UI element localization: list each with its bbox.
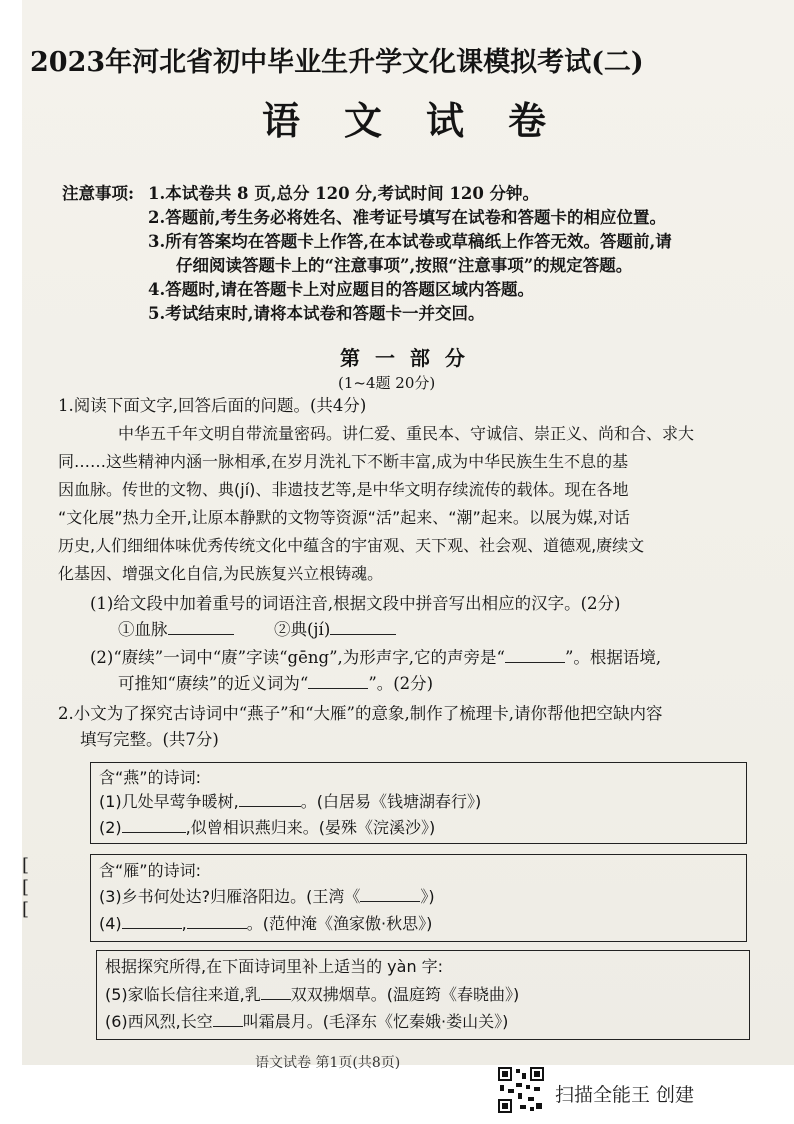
- card-yan-swallow: [90, 762, 747, 844]
- question-1-sub2-line1: [90, 646, 661, 670]
- part-title: 第 一 部 分: [340, 346, 469, 370]
- poem-text: ,似曾相识燕归来。(晏殊《浣溪沙》): [185, 818, 436, 837]
- answer-blank[interactable]: [360, 901, 420, 902]
- card-line: [99, 884, 435, 907]
- poem-text: 双双拂烟草。(温庭筠《春晓曲》): [290, 985, 520, 1004]
- poem-text: (3)乡书何处达?归雁洛阳边。(王湾《: [99, 887, 361, 906]
- question-1-sub1: (1)给文段中加着重号的词语注音,根据文段中拼音写出相应的汉字。(2分): [90, 594, 621, 613]
- side-binding-marks: [ [ [: [22, 855, 30, 920]
- answer-blank[interactable]: [213, 1026, 243, 1027]
- sub2-text: (2)“赓续”一词中“赓”字读“gēng”,为形声字,它的声旁是“: [90, 648, 505, 667]
- notice-item: 1.本试卷共 8 页,总分 120 分,考试时间 120 分钟。: [148, 184, 540, 203]
- notice-item: 仔细阅读答题卡上的“注意事项”,按照“注意事项”的规定答题。: [176, 256, 633, 275]
- sub1-item-a: ①血脉: [118, 620, 168, 639]
- notice-label: 注意事项:: [62, 184, 135, 203]
- answer-blank[interactable]: [330, 634, 396, 635]
- passage-line: “文化展”热力全开,让原本静默的文物等资源“活”起来、“潮”起来。以展为媒,对话: [58, 508, 630, 527]
- part-subtitle: (1~4题 20分): [338, 374, 436, 392]
- card-line: [99, 789, 481, 812]
- card-line: [99, 911, 432, 934]
- notice-item: 2.答题前,考生务必将姓名、准考证号填写在试卷和答题卡的相应位置。: [148, 208, 666, 227]
- poem-text: (5)家临长信往来道,乳: [105, 985, 261, 1004]
- passage-line: 历史,人们细细体味优秀传统文化中蕴含的宇宙观、天下观、社会观、道德观,赓续文: [58, 536, 645, 555]
- page-footer: 语文试卷 第1页(共8页): [255, 1055, 401, 1071]
- sub2-text: ”。(2分): [368, 674, 434, 693]
- answer-blank[interactable]: [187, 928, 247, 929]
- poem-text: (2): [99, 818, 122, 837]
- card-title: 含“燕”的诗词:: [99, 768, 201, 787]
- answer-blank[interactable]: [168, 634, 234, 635]
- passage-line: 中华五千年文明自带流量密码。讲仁爱、重民本、守诚信、崇正义、尚和合、求大: [118, 424, 695, 443]
- notice-item: 3.所有答案均在答题卡上作答,在本试卷或草稿纸上作答无效。答题前,请: [148, 232, 672, 251]
- subject-char: 卷: [508, 98, 567, 143]
- card-line: [105, 1009, 508, 1032]
- answer-blank[interactable]: [505, 662, 565, 663]
- answer-blank[interactable]: [261, 999, 291, 1000]
- answer-blank[interactable]: [239, 806, 301, 807]
- poem-text: ,: [181, 914, 187, 933]
- question-2-stem-cont: 填写完整。(共7分): [80, 730, 219, 749]
- card-line: [99, 815, 435, 838]
- poem-text: 》): [420, 887, 435, 906]
- scanner-watermark: 扫描全能王 创建: [555, 1084, 695, 1106]
- exam-title: 2023年河北省初中毕业生升学文化课模拟考试(二): [30, 47, 644, 78]
- notice-item: 5.考试结束时,请将本试卷和答题卡一并交回。: [148, 304, 485, 323]
- subject-char: 语: [262, 98, 321, 143]
- page-margin: [0, 0, 22, 1124]
- passage-line: 因血脉。传世的文物、典(jí)、非遗技艺等,是中华文明存续流传的载体。现在各地: [58, 480, 629, 499]
- poem-text: 叫霜晨月。(毛泽东《忆秦娥·娄山关》): [242, 1012, 509, 1031]
- passage-line: 化基因、增强文化自信,为民族复兴立根铸魂。: [58, 564, 384, 583]
- question-1-sub2-line2: [118, 672, 433, 696]
- answer-blank[interactable]: [122, 928, 182, 929]
- card-title: 根据探究所得,在下面诗词里补上适当的 yàn 字:: [105, 957, 444, 976]
- poem-text: (4): [99, 914, 122, 933]
- subject-title: [262, 90, 590, 145]
- card-yan-fill: [96, 950, 750, 1040]
- card-goose: [90, 854, 747, 942]
- sub1-item-b: ②典(jí): [274, 620, 331, 639]
- sub2-text: 可推知“赓续”的近义词为“: [118, 674, 309, 693]
- subject-char: 试: [426, 98, 485, 143]
- poem-text: (6)西风烈,长空: [105, 1012, 213, 1031]
- subject-char: 文: [344, 98, 403, 143]
- poem-text: 。(白居易《钱塘湖春行》): [300, 792, 482, 811]
- notice-item: 4.答题时,请在答题卡上对应题目的答题区域内答题。: [148, 280, 534, 299]
- passage-line: 同……这些精神内涵一脉相承,在岁月洗礼下不断丰富,成为中华民族生生不息的基: [58, 452, 629, 471]
- answer-blank[interactable]: [122, 832, 186, 833]
- poem-text: 。(范仲淹《渔家傲·秋思》): [246, 914, 433, 933]
- answer-blank[interactable]: [308, 688, 368, 689]
- card-line: [105, 982, 519, 1005]
- qr-code-icon: [496, 1065, 546, 1115]
- question-1-passage: [58, 420, 753, 588]
- card-title: 含“雁”的诗词:: [99, 861, 201, 880]
- question-1-stem: 1.阅读下面文字,回答后面的问题。(共4分): [58, 396, 367, 415]
- notice-list: [148, 182, 788, 326]
- sub2-text: ”。根据语境,: [564, 648, 662, 667]
- poem-text: (1)几处早莺争暖树,: [99, 792, 239, 811]
- question-2-stem: 2.小文为了探究古诗词中“燕子”和“大雁”的意象,制作了梳理卡,请你帮他把空缺内容: [58, 704, 663, 723]
- question-1-sub1-items: [118, 618, 396, 642]
